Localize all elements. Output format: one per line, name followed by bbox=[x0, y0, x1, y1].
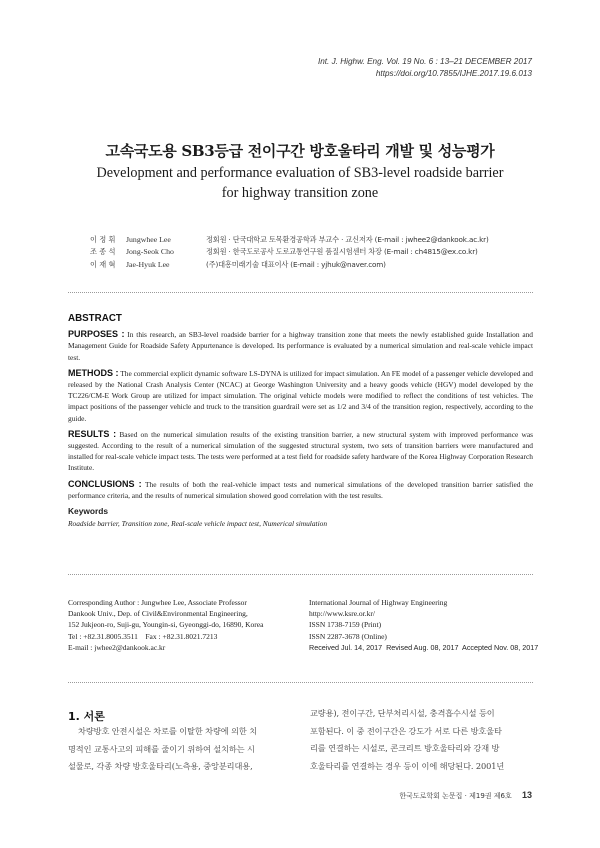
issn-print: ISSN 1738-7159 (Print) bbox=[309, 620, 382, 630]
author-affiliation: 정회원 · 한국도로공사 도로교통연구원 품질시험센터 차장 (E-mail : ch4815@ex.co.kr) bbox=[206, 247, 478, 257]
section-heading-introduction: 1. 서론 bbox=[68, 710, 105, 723]
abstract-conclusions bbox=[68, 479, 533, 501]
corresponding-line: Corresponding Author : Jungwhee Lee, Associate Professor bbox=[68, 598, 247, 607]
journal-url[interactable]: http://www.ksre.or.kr/ bbox=[309, 609, 375, 619]
body-line: 교량용), 전이구간, 단부처리시설, 충격흡수시설 등이 bbox=[310, 708, 495, 718]
abstract-purposes bbox=[68, 329, 533, 363]
divider-middle bbox=[68, 574, 533, 575]
body-line: 차량방호 안전시설은 차로를 이탈한 차량에 의한 치 bbox=[68, 726, 258, 736]
english-title-line-2: for highway transition zone bbox=[221, 185, 379, 201]
results-text: Based on the numerical simulation results of the existing transition barrier, a new structural system with improved performance was suggested. According to the result of a numerical simulation of the suggested structural system, two sets of transition barriers were manufactured and installed for real-scale vehicle impact tests. The tests were performed at a test field for roadside safety hardware of the Korea Highway Corporation Research Institute. bbox=[68, 429, 533, 473]
body-line: 설물로, 각종 차량 방호울타리(노측용, 중앙분리대용, bbox=[68, 761, 253, 772]
intro-right-column bbox=[310, 705, 533, 775]
methods-label: METHODS : bbox=[68, 367, 119, 378]
page-number: 13 bbox=[521, 790, 532, 800]
author-english-name: Jae-Hyuk Lee bbox=[126, 259, 170, 269]
conclusions-label: CONCLUSIONS : bbox=[68, 478, 142, 489]
conclusions-text: The results of both the real-vehicle impact tests and numerical simulations of the developed transition barrier satisfied the performance criteria, and the results of numerical simulation showed good correlation with the test results. bbox=[68, 479, 534, 500]
author-korean-name: 이 정 휘 bbox=[90, 235, 116, 244]
issn-online: ISSN 2287-3678 (Online) bbox=[309, 631, 387, 641]
author-row bbox=[90, 259, 489, 271]
corresponding-line: Tel : +82.31.8005.3511 Fax : +82.31.8021.7213 bbox=[68, 631, 218, 641]
journal-doi[interactable]: https://doi.org/10.7855/IJHE.2017.19.6.013 bbox=[375, 69, 532, 78]
author-korean-name: 이 재 혁 bbox=[90, 259, 116, 269]
author-row bbox=[90, 234, 489, 246]
body-line: 호울타리를 연결하는 경우 등이 이에 해당된다. 2001년 bbox=[310, 760, 505, 771]
body-line: 리를 연결하는 시설로, 콘크리트 방호울타리와 강재 방 bbox=[310, 743, 500, 754]
intro-left-column bbox=[68, 723, 290, 776]
english-title-line-1: Development and performance evaluation of SB3-level roadside barrier bbox=[96, 165, 504, 181]
author-row bbox=[90, 246, 489, 258]
abstract-results bbox=[68, 429, 533, 474]
korean-title: 고속국도용 SB3등급 전이구간 방호울타리 개발 및 성능평가 bbox=[105, 142, 495, 160]
journal-info-block bbox=[309, 597, 538, 653]
corresponding-line: Dankook Univ., Dep. of Civil&Environmental Engineering, bbox=[68, 609, 248, 619]
journal-name: International Journal of Highway Engineering bbox=[309, 598, 448, 607]
body-line: 명적인 교통사고의 피해를 줄이기 위하여 설치하는 시 bbox=[68, 743, 255, 754]
abstract-methods bbox=[68, 368, 533, 424]
keywords-heading: Keywords bbox=[68, 506, 109, 517]
english-title bbox=[0, 163, 600, 203]
purposes-label: PURPOSES : bbox=[68, 329, 125, 340]
corresponding-author-block bbox=[68, 597, 263, 653]
footer-journal-text: 한국도로학회 논문집 · 제19권 제6호 bbox=[399, 792, 512, 800]
journal-citation: Int. J. Highw. Eng. Vol. 19 No. 6 : 13–21 DECEMBER 2017 bbox=[317, 57, 532, 66]
author-affiliation: 정회원 · 단국대학교 토목환경공학과 부교수 · 교신저자 (E-mail : jwhee2@dankook.ac.kr) bbox=[206, 235, 489, 244]
abstract-section bbox=[68, 313, 533, 529]
submission-dates: Received Jul. 14, 2017 Revised Aug. 08, 2017 Accepted Nov. 08, 2017 bbox=[309, 642, 539, 652]
divider-bottom bbox=[68, 682, 533, 683]
keywords-text: Roadside barrier, Transition zone, Real-scale vehicle impact test, Numerical simulation bbox=[68, 519, 328, 529]
author-list bbox=[90, 234, 489, 271]
body-line: 포함된다. 이 중 전이구간은 강도가 서로 다른 방호울타 bbox=[310, 725, 502, 736]
abstract-heading: ABSTRACT bbox=[68, 313, 122, 324]
page-footer bbox=[399, 790, 532, 801]
author-korean-name: 조 종 석 bbox=[90, 247, 116, 257]
author-english-name: Jungwhee Lee bbox=[126, 235, 171, 244]
author-english-name: Jong-Seok Cho bbox=[126, 247, 174, 257]
divider-top bbox=[68, 292, 533, 293]
results-label: RESULTS : bbox=[68, 428, 117, 439]
corresponding-email[interactable]: E-mail : jwhee2@dankook.ac.kr bbox=[68, 642, 166, 652]
methods-text: The commercial explicit dynamic software LS-DYNA is utilized for impact simulation. An FE model of a passenger vehicle developed and released by the National Crash Analysis Center (NCAC) at George Washington University and a heavy goods vehicle (HGV) model developed by the TC226/CM-E Work Group are utilized for impact simulation. The original vehicle models were modified to reflect the conditions of test vehicles. The impact positions of the passenger vehicle and truck to the transition guardrail were set as 1/2 and 3/4 of the transition region, respectively, according to the guide. bbox=[68, 368, 533, 423]
journal-header bbox=[318, 56, 532, 80]
purposes-text: In this research, an SB3-level roadside barrier for a highway transition zone that meets the newly established guide Installation and Management Guide for Roadside Safety Appurtenance is developed. Its performance is evaluated by a numerical simulation and real-scale vehicle impact test. bbox=[68, 330, 533, 362]
author-affiliation: (주)대흥미래기술 대표이사 (E-mail : yjhuk@naver.com) bbox=[206, 259, 386, 269]
corresponding-line: 152 Jukjeon-ro, Suji-gu, Youngin-si, Gyeonggi-do, 16890, Korea bbox=[68, 620, 264, 630]
